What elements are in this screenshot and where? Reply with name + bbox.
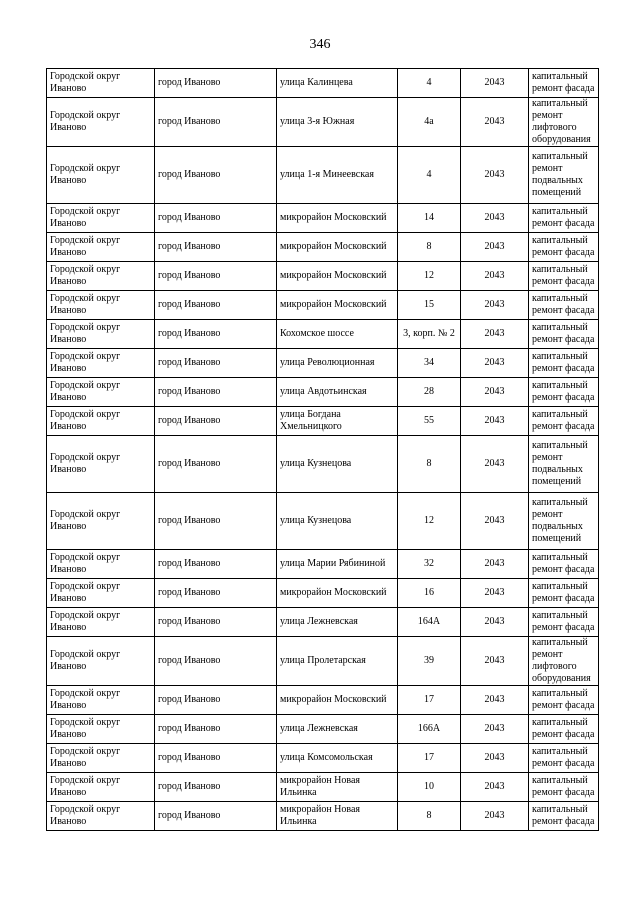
area-cell: Городской округ Иваново [47,686,155,715]
house-number-cell: 10 [398,773,461,802]
table-row [47,436,599,493]
work-type-cell: капитальный ремонт фасада [529,69,599,98]
area-cell: Городской округ Иваново [47,233,155,262]
street-cell: улица Комсомольская [277,744,398,773]
street-cell: улица 3-я Южная [277,98,398,147]
street-cell: микрорайон Московский [277,262,398,291]
house-number-cell: 4 [398,147,461,204]
street-cell: микрорайон Московский [277,579,398,608]
work-type-cell: капитальный ремонт фасада [529,608,599,637]
street-cell: улица Марии Рябининой [277,550,398,579]
area-cell: Городской округ Иваново [47,715,155,744]
house-number-cell: 16 [398,579,461,608]
table-row [47,320,599,349]
year-cell: 2043 [461,637,529,686]
year-cell: 2043 [461,550,529,579]
city-cell: город Иваново [155,715,277,744]
city-cell: город Иваново [155,69,277,98]
house-number-cell: 12 [398,493,461,550]
work-type-cell: капитальный ремонт фасада [529,262,599,291]
street-cell: улица Авдотьинская [277,378,398,407]
house-number-cell: 55 [398,407,461,436]
city-cell: город Иваново [155,407,277,436]
table-row [47,407,599,436]
city-cell: город Иваново [155,493,277,550]
street-cell: микрорайон Московский [277,686,398,715]
area-cell: Городской округ Иваново [47,147,155,204]
street-cell: улица Кузнецова [277,493,398,550]
year-cell: 2043 [461,715,529,744]
year-cell: 2043 [461,378,529,407]
street-cell: микрорайон Новая Ильинка [277,802,398,831]
year-cell: 2043 [461,773,529,802]
area-cell: Городской округ Иваново [47,802,155,831]
street-cell: улица Кузнецова [277,436,398,493]
house-number-cell: 39 [398,637,461,686]
table-row [47,98,599,147]
work-type-cell: капитальный ремонт фасада [529,233,599,262]
year-cell: 2043 [461,291,529,320]
work-type-cell: капитальный ремонт фасада [529,686,599,715]
house-number-cell: 4 [398,69,461,98]
year-cell: 2043 [461,147,529,204]
house-number-cell: 8 [398,802,461,831]
page-number: 346 [309,37,331,52]
city-cell: город Иваново [155,744,277,773]
area-cell: Городской округ Иваново [47,320,155,349]
table-row [47,69,599,98]
street-cell: улица Богдана Хмельницкого [277,407,398,436]
house-number-cell: 8 [398,233,461,262]
house-number-cell: 34 [398,349,461,378]
year-cell: 2043 [461,98,529,147]
table-row [47,773,599,802]
table-row [47,744,599,773]
year-cell: 2043 [461,320,529,349]
work-type-cell: капитальный ремонт фасада [529,744,599,773]
year-cell: 2043 [461,233,529,262]
area-cell: Городской округ Иваново [47,773,155,802]
house-number-cell: 28 [398,378,461,407]
city-cell: город Иваново [155,262,277,291]
work-type-cell: капитальный ремонт лифтового оборудования [529,98,599,147]
house-number-cell: 15 [398,291,461,320]
street-cell: микрорайон Московский [277,233,398,262]
work-type-cell: капитальный ремонт фасада [529,204,599,233]
table-row [47,262,599,291]
city-cell: город Иваново [155,579,277,608]
area-cell: Городской округ Иваново [47,493,155,550]
city-cell: город Иваново [155,608,277,637]
city-cell: город Иваново [155,637,277,686]
area-cell: Городской округ Иваново [47,550,155,579]
area-cell: Городской округ Иваново [47,436,155,493]
city-cell: город Иваново [155,320,277,349]
city-cell: город Иваново [155,436,277,493]
year-cell: 2043 [461,579,529,608]
house-number-cell: 166А [398,715,461,744]
city-cell: город Иваново [155,802,277,831]
work-type-cell: капитальный ремонт фасада [529,579,599,608]
work-type-cell: капитальный ремонт фасада [529,378,599,407]
city-cell: город Иваново [155,98,277,147]
city-cell: город Иваново [155,147,277,204]
table-row [47,147,599,204]
house-number-cell: 32 [398,550,461,579]
table-row [47,802,599,831]
city-cell: город Иваново [155,686,277,715]
city-cell: город Иваново [155,204,277,233]
table-row [47,349,599,378]
city-cell: город Иваново [155,291,277,320]
work-type-cell: капитальный ремонт фасада [529,802,599,831]
year-cell: 2043 [461,436,529,493]
work-type-cell: капитальный ремонт фасада [529,407,599,436]
area-cell: Городской округ Иваново [47,204,155,233]
table-row [47,608,599,637]
city-cell: город Иваново [155,773,277,802]
house-number-cell: 4а [398,98,461,147]
area-cell: Городской округ Иваново [47,744,155,773]
table-row [47,233,599,262]
work-type-cell: капитальный ремонт подвальных помещений [529,436,599,493]
table-body [47,69,599,831]
area-cell: Городской округ Иваново [47,349,155,378]
house-number-cell: 3, корп. № 2 [398,320,461,349]
table-row [47,378,599,407]
house-number-cell: 17 [398,686,461,715]
city-cell: город Иваново [155,550,277,579]
area-cell: Городской округ Иваново [47,262,155,291]
area-cell: Городской округ Иваново [47,98,155,147]
area-cell: Городской округ Иваново [47,608,155,637]
work-type-cell: капитальный ремонт фасада [529,291,599,320]
street-cell: микрорайон Московский [277,204,398,233]
year-cell: 2043 [461,686,529,715]
year-cell: 2043 [461,204,529,233]
street-cell: улица Лежневская [277,608,398,637]
city-cell: город Иваново [155,233,277,262]
table-row [47,493,599,550]
table-row [47,291,599,320]
area-cell: Городской округ Иваново [47,407,155,436]
area-cell: Городской округ Иваново [47,637,155,686]
work-type-cell: капитальный ремонт фасада [529,773,599,802]
year-cell: 2043 [461,802,529,831]
street-cell: улица 1-я Минеевская [277,147,398,204]
area-cell: Городской округ Иваново [47,69,155,98]
work-type-cell: капитальный ремонт фасада [529,550,599,579]
house-number-cell: 14 [398,204,461,233]
year-cell: 2043 [461,608,529,637]
work-type-cell: капитальный ремонт фасада [529,320,599,349]
table-row [47,579,599,608]
street-cell: улица Пролетарская [277,637,398,686]
area-cell: Городской округ Иваново [47,579,155,608]
street-cell: улица Калинцева [277,69,398,98]
street-cell: улица Лежневская [277,715,398,744]
house-number-cell: 8 [398,436,461,493]
area-cell: Городской округ Иваново [47,378,155,407]
city-cell: город Иваново [155,349,277,378]
work-type-cell: капитальный ремонт подвальных помещений [529,147,599,204]
street-cell: Кохомское шоссе [277,320,398,349]
year-cell: 2043 [461,744,529,773]
table-row [47,550,599,579]
year-cell: 2043 [461,407,529,436]
year-cell: 2043 [461,262,529,291]
city-cell: город Иваново [155,378,277,407]
street-cell: улица Революционная [277,349,398,378]
year-cell: 2043 [461,349,529,378]
work-type-cell: капитальный ремонт лифтового оборудования [529,637,599,686]
work-type-cell: капитальный ремонт подвальных помещений [529,493,599,550]
table-row [47,637,599,686]
house-number-cell: 164А [398,608,461,637]
area-cell: Городской округ Иваново [47,291,155,320]
repair-schedule-table [46,68,599,831]
work-type-cell: капитальный ремонт фасада [529,349,599,378]
street-cell: микрорайон Московский [277,291,398,320]
table-row [47,715,599,744]
work-type-cell: капитальный ремонт фасада [529,715,599,744]
house-number-cell: 17 [398,744,461,773]
table-row [47,686,599,715]
year-cell: 2043 [461,493,529,550]
table-row [47,204,599,233]
street-cell: микрорайон Новая Ильинка [277,773,398,802]
year-cell: 2043 [461,69,529,98]
house-number-cell: 12 [398,262,461,291]
